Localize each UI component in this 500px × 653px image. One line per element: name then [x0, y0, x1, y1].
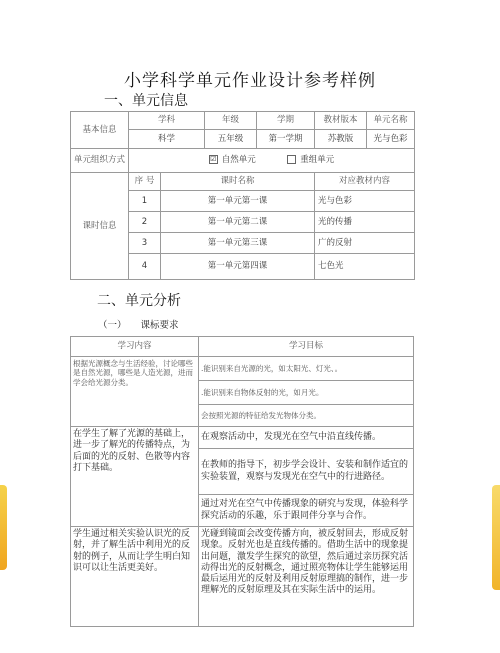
goal-cell: 在教师的指导下，初步学会设计、安装和制作适宜的实验装置，观察与发现光在空气中的行进路径。: [199, 449, 414, 495]
lesson-no: 3: [129, 233, 161, 254]
right-deco-bar: [492, 485, 500, 590]
value-grade: 五年级: [205, 130, 257, 149]
lesson-no: 2: [129, 212, 161, 233]
goal-cell: .能识别来自光源的光，如太阳光、灯光、。: [199, 357, 414, 381]
unit-info-table-main: [70, 111, 415, 280]
goal-cell: .能识别来自物体反射的光，如月光。: [199, 381, 414, 405]
value-subject: 科学: [129, 130, 205, 149]
header-subject: 学科: [129, 112, 205, 130]
lesson-name: 第一单元第三课: [161, 233, 315, 254]
checked-box-icon[interactable]: ☑: [210, 155, 217, 164]
org-options: [129, 149, 415, 173]
lesson-content: 光与色彩: [315, 191, 415, 212]
page-title: 小学科学单元作业设计参考样例: [124, 71, 376, 91]
value-unit-name: 光与色彩: [367, 130, 415, 149]
header-grade: 年级: [205, 112, 257, 130]
lesson-name: 第一单元第二课: [161, 212, 315, 233]
header-learning-goal: 学习目标: [199, 337, 414, 357]
left-deco-bar: [0, 485, 7, 570]
lesson-name: 第一单元第一课: [161, 191, 315, 212]
basic-info-label: 基本信息: [71, 112, 129, 149]
goal-cell: 在观察活动中，发现光在空气中沿直线传播。: [199, 427, 414, 449]
header-unit-name: 单元名称: [367, 112, 415, 130]
lesson-header-content: 对应教材内容: [315, 173, 415, 191]
unchecked-box-icon[interactable]: [287, 155, 296, 164]
subsection-heading: [98, 317, 179, 331]
org-option-regroup: 重组单元: [300, 155, 335, 166]
curriculum-table: [70, 336, 414, 627]
org-label: 单元组织方式: [71, 149, 129, 173]
content-cell: 根据光源概念与生活经验，讨论哪些是自然光源，哪些是人造光源，进而学会给光源分类。: [71, 357, 199, 427]
goal-cell: 通过对光在空气中传播现象的研究与发现，体验科学探究活动的乐趣，乐于跟同伴分享与合作。: [199, 495, 414, 527]
lesson-info-label: 课时信息: [71, 173, 129, 280]
section1-heading: 一、单元信息: [104, 93, 188, 109]
content-cell: 学生通过相关实验认识光的反射，并了解生活中利用光的反射的例子，从而让学生明白知识可以让生活更美好。: [71, 527, 199, 627]
goal-cell: 光碰到镜面会改变传播方向，被反射回去，形成反射现象。反射光也是直线传播的。借助生活中的现象提出问题，激发学生探究的欲望，然后通过亲历探究活动得出光的反射概念，通过照亮物体让学生能够运用最后运用光的反射及利用反射原理搞的制作，进一步理解光的反射原理及其在实际生活中的运用。: [199, 527, 414, 627]
subsection-label: 课标要求: [140, 320, 179, 331]
header-semester: 学期: [257, 112, 315, 130]
lesson-header-name: 课时名称: [161, 173, 315, 191]
lesson-no: 4: [129, 254, 161, 280]
org-option-natural: 自然单元: [221, 155, 256, 166]
lesson-content: 七色光: [315, 254, 415, 280]
subsection-number: （一）: [98, 320, 127, 331]
value-edition: 苏教版: [315, 130, 367, 149]
value-semester: 第一学期: [257, 130, 315, 149]
lesson-name: 第一单元第四课: [161, 254, 315, 280]
header-edition: 教材版本: [315, 112, 367, 130]
header-learning-content: 学习内容: [71, 337, 199, 357]
content-cell: 在学生了解了光源的基础上，进一步了解光的传播特点，为后面的光的反射、色散等内容打下基础。: [71, 427, 199, 527]
goal-cell: 会按照光源的特征给发光物体分类。: [199, 405, 414, 427]
lesson-header-no: 序 号: [129, 173, 161, 191]
lesson-no: 1: [129, 191, 161, 212]
section2-heading: 二、单元分析: [97, 293, 181, 309]
lesson-content: 光的传播: [315, 212, 415, 233]
lesson-content: 广的反射: [315, 233, 415, 254]
